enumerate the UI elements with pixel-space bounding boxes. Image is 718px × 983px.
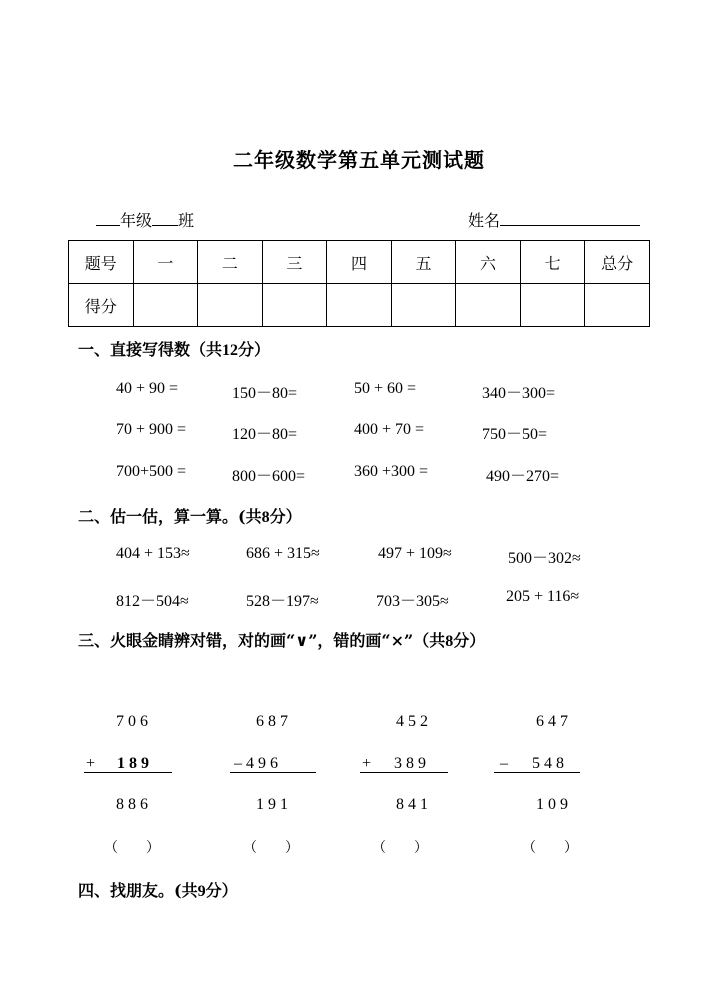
score-header-cell: 总分 xyxy=(585,241,650,284)
name-label: 姓名 xyxy=(468,211,501,230)
s1-problem: 800－600= xyxy=(232,468,306,485)
score-cell[interactable] xyxy=(198,284,263,327)
score-header-cell: 二 xyxy=(198,241,263,284)
section-2-title: 二、估一估，算一算。(共8分） xyxy=(78,507,302,526)
s1-problem: 340－300= xyxy=(482,385,556,402)
name-blank[interactable] xyxy=(500,209,640,226)
vertical-operator: – xyxy=(234,755,246,772)
answer-parentheses[interactable]: （ ） xyxy=(522,840,578,856)
vertical-top-number: 706 xyxy=(116,713,152,730)
score-table-score-row xyxy=(69,284,650,327)
s2-problem: 812－504≈ xyxy=(116,593,189,610)
vertical-operator: + xyxy=(362,755,376,772)
vertical-bottom-number: 496 xyxy=(246,755,282,772)
score-header-cell: 四 xyxy=(327,241,392,284)
vertical-operator: + xyxy=(86,755,100,772)
vertical-top-number: 647 xyxy=(536,713,572,730)
vertical-bottom-number: 548 xyxy=(532,755,568,772)
page-title: 二年级数学第五单元测试题 xyxy=(233,148,485,172)
answer-parentheses[interactable]: （ ） xyxy=(243,840,299,856)
vertical-rule xyxy=(494,772,580,773)
score-header-cell: 五 xyxy=(391,241,456,284)
score-header-cell: 题号 xyxy=(69,241,134,284)
vertical-rule xyxy=(230,772,316,773)
answer-parentheses[interactable]: （ ） xyxy=(104,840,160,856)
vertical-result: 109 xyxy=(536,796,572,813)
section-1-title: 一、直接写得数（共12分） xyxy=(78,340,271,359)
score-cell[interactable] xyxy=(262,284,327,327)
s2-problem: 686 + 315≈ xyxy=(246,545,320,562)
s2-problem: 703－305≈ xyxy=(376,593,449,610)
s1-problem: 360 +300 = xyxy=(354,463,429,480)
vertical-operator: – xyxy=(500,755,512,772)
s1-problem: 700+500 = xyxy=(116,463,187,480)
vertical-bottom-number: 189 xyxy=(117,755,153,772)
vertical-top-number: 452 xyxy=(396,713,432,730)
class-label: 班 xyxy=(178,211,195,230)
section-4-title: 四、找朋友。(共9分） xyxy=(78,881,238,900)
vertical-top-number: 687 xyxy=(256,713,292,730)
s2-problem: 500－302≈ xyxy=(508,550,581,567)
s1-problem: 120－80= xyxy=(232,426,298,443)
vertical-rule xyxy=(360,772,448,773)
class-blank[interactable] xyxy=(152,209,178,226)
s2-problem: 528－197≈ xyxy=(246,593,319,610)
score-cell[interactable] xyxy=(327,284,392,327)
score-cell[interactable] xyxy=(391,284,456,327)
vertical-result: 191 xyxy=(256,796,292,813)
vertical-rule xyxy=(84,772,172,773)
score-cell[interactable] xyxy=(520,284,585,327)
s1-problem: 400 + 70 = xyxy=(354,421,425,438)
score-table-header-row xyxy=(69,241,650,284)
s1-problem: 150－80= xyxy=(232,385,298,402)
grade-blank[interactable] xyxy=(96,209,120,226)
score-row-label: 得分 xyxy=(69,284,134,327)
score-header-cell: 七 xyxy=(520,241,585,284)
score-cell[interactable] xyxy=(456,284,521,327)
name-line xyxy=(468,208,640,231)
score-header-cell: 六 xyxy=(456,241,521,284)
score-header-cell: 三 xyxy=(262,241,327,284)
grade-class-line xyxy=(96,208,194,231)
s1-problem: 750－50= xyxy=(482,426,548,443)
grade-label: 年级 xyxy=(120,211,153,230)
s1-problem: 490－270= xyxy=(486,468,560,485)
score-cell[interactable] xyxy=(585,284,650,327)
s1-problem: 50 + 60 = xyxy=(354,380,417,397)
s2-problem: 497 + 109≈ xyxy=(378,545,452,562)
vertical-bottom-number: 389 xyxy=(394,755,430,772)
score-table xyxy=(68,240,650,327)
score-header-cell: 一 xyxy=(133,241,198,284)
vertical-result: 886 xyxy=(116,796,152,813)
section-3-title: 三、火眼金睛辨对错，对的画“∨”，错的画“×”（共8分） xyxy=(78,631,486,650)
answer-parentheses[interactable]: （ ） xyxy=(372,840,428,856)
s2-problem: 404 + 153≈ xyxy=(116,545,190,562)
vertical-result: 841 xyxy=(396,796,432,813)
s1-problem: 70 + 900 = xyxy=(116,421,187,438)
s1-problem: 40 + 90 = xyxy=(116,380,179,397)
s2-problem: 205 + 116≈ xyxy=(506,588,580,605)
score-cell[interactable] xyxy=(133,284,198,327)
